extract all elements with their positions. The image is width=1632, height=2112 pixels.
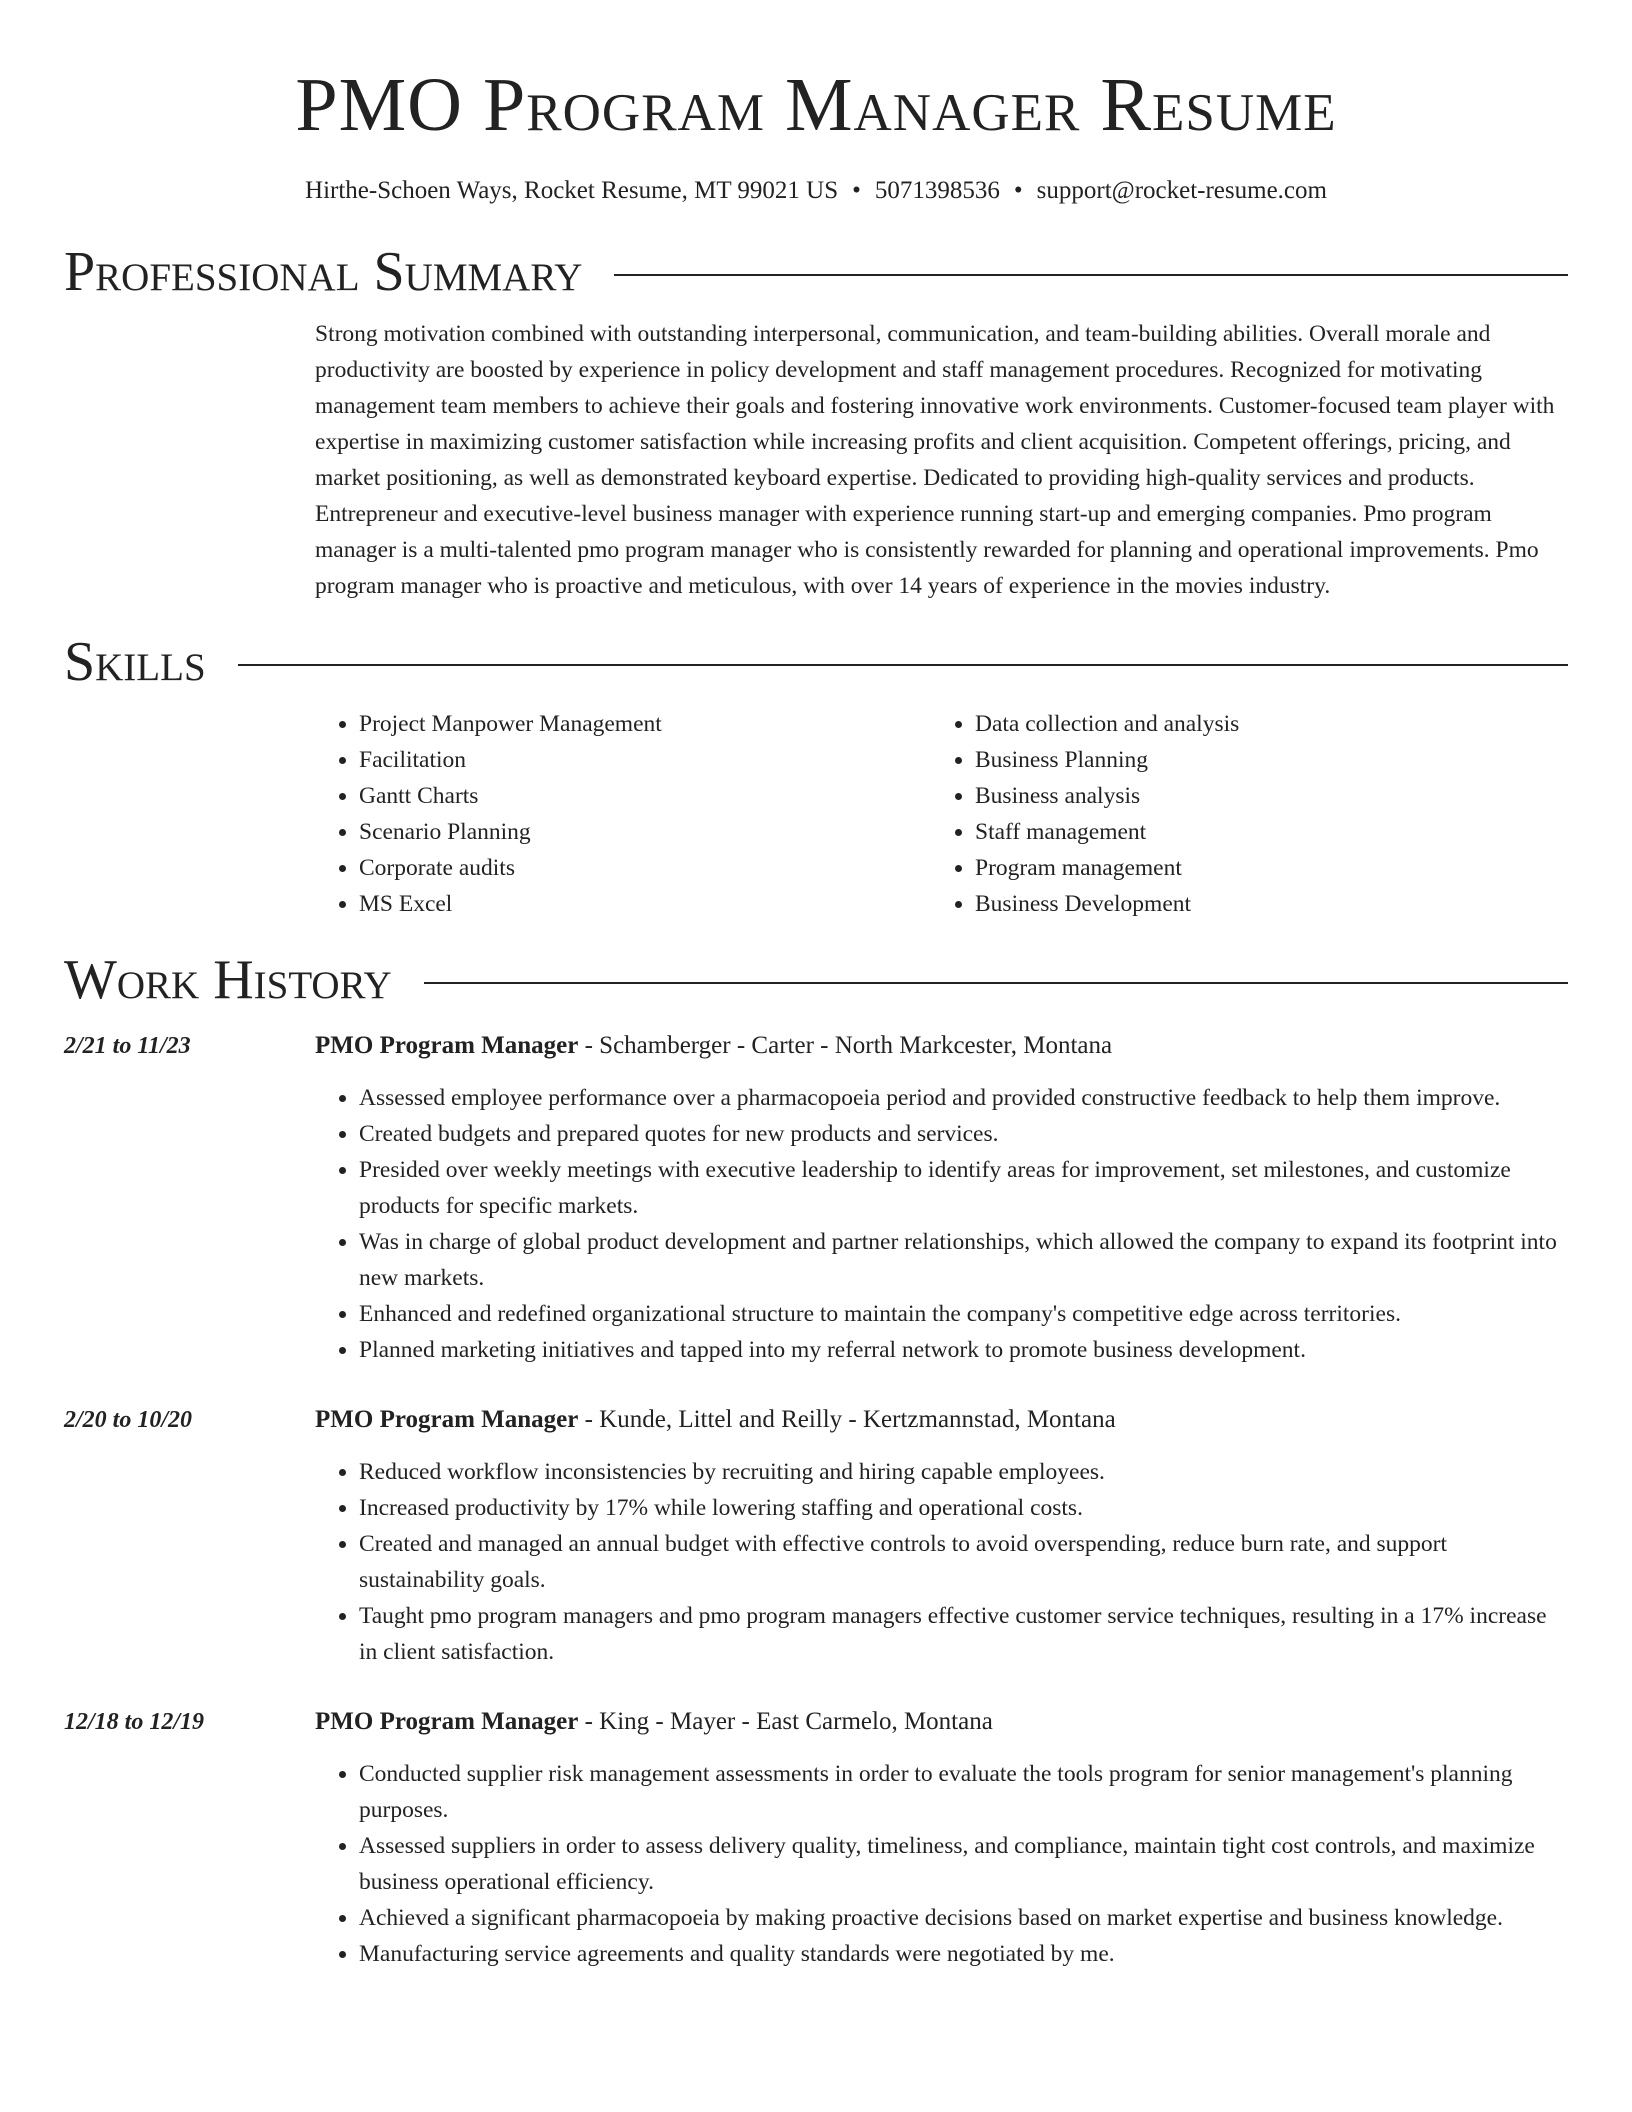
job-bullet: • Assessed employee performance over a pharmacopoeia period and provided constructive feedback to help them improve.	[359, 1080, 1568, 1116]
job-employer: - King - Mayer - East Carmelo, Montana	[578, 1708, 993, 1735]
job-heading	[315, 1028, 1568, 1064]
job-entry	[64, 1704, 1568, 1972]
job-bullet: • Was in charge of global product development and partner relationships, which allowed the company to expand its footprint into new markets.	[359, 1224, 1568, 1296]
job-employer: - Schamberger - Carter - North Markcester, Montana	[578, 1032, 1113, 1059]
skill-item: • Project Manpower Management	[359, 706, 931, 742]
job-bullet: • Conducted supplier risk management assessments in order to evaluate the tools program for senior management's planning purposes.	[359, 1756, 1568, 1828]
skills-list	[315, 706, 1568, 922]
skills-column-right	[931, 706, 1547, 922]
contact-separator: •	[1013, 177, 1023, 204]
section-divider	[424, 982, 1568, 984]
skill-item: • Data collection and analysis	[975, 706, 1547, 742]
job-bullet: • Taught pmo program managers and pmo program managers effective customer service techniques, resulting in a 17% increase in client satisfaction.	[359, 1598, 1568, 1670]
section-divider	[238, 664, 1568, 666]
job-entry	[64, 1028, 1568, 1368]
job-body	[315, 1028, 1568, 1368]
skill-item: • Business Development	[975, 886, 1547, 922]
job-heading	[315, 1402, 1568, 1438]
page-title: PMO Program Manager Resume	[295, 63, 1337, 147]
job-body	[315, 1704, 1568, 1972]
skill-item: • Gantt Charts	[359, 778, 931, 814]
work-section-header	[64, 948, 1568, 1012]
skill-item: • Business analysis	[975, 778, 1547, 814]
skill-item: • Business Planning	[975, 742, 1547, 778]
contact-address: Hirthe-Schoen Ways, Rocket Resume, MT 99021 US	[305, 177, 839, 204]
job-title: PMO Program Manager	[315, 1032, 579, 1059]
summary-section-header	[64, 240, 1568, 304]
summary-heading: Professional Summary	[64, 241, 583, 303]
skills-column-left	[315, 706, 931, 922]
section-divider	[614, 274, 1568, 276]
job-bullet: • Achieved a significant pharmacopoeia by making proactive decisions based on market expertise and business knowledge.	[359, 1900, 1568, 1936]
skill-item: • MS Excel	[359, 886, 931, 922]
skills-section-header	[64, 630, 1568, 694]
job-heading	[315, 1704, 1568, 1740]
contact-phone: 5071398536	[874, 177, 1000, 204]
skill-item: • Program management	[975, 850, 1547, 886]
job-bullet: • Reduced workflow inconsistencies by recruiting and hiring capable employees.	[359, 1454, 1568, 1490]
job-bullets	[315, 1080, 1568, 1368]
skill-item: • Staff management	[975, 814, 1547, 850]
job-bullet: • Enhanced and redefined organizational structure to maintain the company's competitive edge across territories.	[359, 1296, 1568, 1332]
job-employer: - Kunde, Littel and Reilly - Kertzmannstad, Montana	[578, 1406, 1116, 1433]
job-bullet: • Planned marketing initiatives and tapped into my referral network to promote business development.	[359, 1332, 1568, 1368]
contact-separator: •	[852, 177, 861, 204]
job-entry	[64, 1402, 1568, 1670]
job-title: PMO Program Manager	[315, 1406, 579, 1433]
job-bullet: • Presided over weekly meetings with executive leadership to identify areas for improvement, set milestones, and customize products for specific markets.	[359, 1152, 1568, 1224]
job-bullet: • Assessed suppliers in order to assess delivery quality, timeliness, and compliance, maintain tight cost controls, and maximize business operational efficiency.	[359, 1828, 1568, 1900]
summary-text: Strong motivation combined with outstanding interpersonal, communication, and team-building abilities. Overall morale and productivity are boosted by experience in policy development and staff management procedures. Recognized for motivating management team members to achieve their goals and fostering innovative work environments. Customer-focused team player with expertise in maximizing customer satisfaction while increasing profits and client acquisition. Competent offerings, pricing, and market positioning, as well as demonstrated keyboard expertise. Dedicated to providing high-quality services and products. Entrepreneur and executive-level business manager with experience running start-up and emerging companies. Pmo program manager is a multi-talented pmo program manager who is consistently rewarded for planning and operational improvements. Pmo program manager who is proactive and meticulous, with over 14 years of experience in the movies industry.	[315, 321, 1555, 599]
job-bullets	[315, 1454, 1568, 1670]
job-title: PMO Program Manager	[315, 1708, 579, 1735]
job-body	[315, 1402, 1568, 1670]
skills-heading: Skills	[64, 631, 206, 693]
job-bullet: • Increased productivity by 17% while lowering staffing and operational costs.	[359, 1490, 1568, 1526]
contact-email: support@rocket-resume.com	[1036, 177, 1327, 204]
skill-item: • Facilitation	[359, 742, 931, 778]
skill-item: • Scenario Planning	[359, 814, 931, 850]
job-bullets	[315, 1756, 1568, 1972]
work-heading: Work History	[64, 949, 392, 1011]
job-date: 12/18 to 12/19	[64, 1709, 205, 1735]
job-bullet: • Manufacturing service agreements and quality standards were negotiated by me.	[359, 1936, 1568, 1972]
job-bullet: • Created budgets and prepared quotes for new products and services.	[359, 1116, 1568, 1152]
job-date: 2/20 to 10/20	[64, 1407, 193, 1433]
summary-content	[315, 316, 1568, 604]
contact-line	[64, 176, 1568, 206]
skill-item: • Corporate audits	[359, 850, 931, 886]
job-bullet: • Created and managed an annual budget with effective controls to avoid overspending, reduce burn rate, and support sustainability goals.	[359, 1526, 1568, 1598]
job-date: 2/21 to 11/23	[64, 1033, 191, 1059]
